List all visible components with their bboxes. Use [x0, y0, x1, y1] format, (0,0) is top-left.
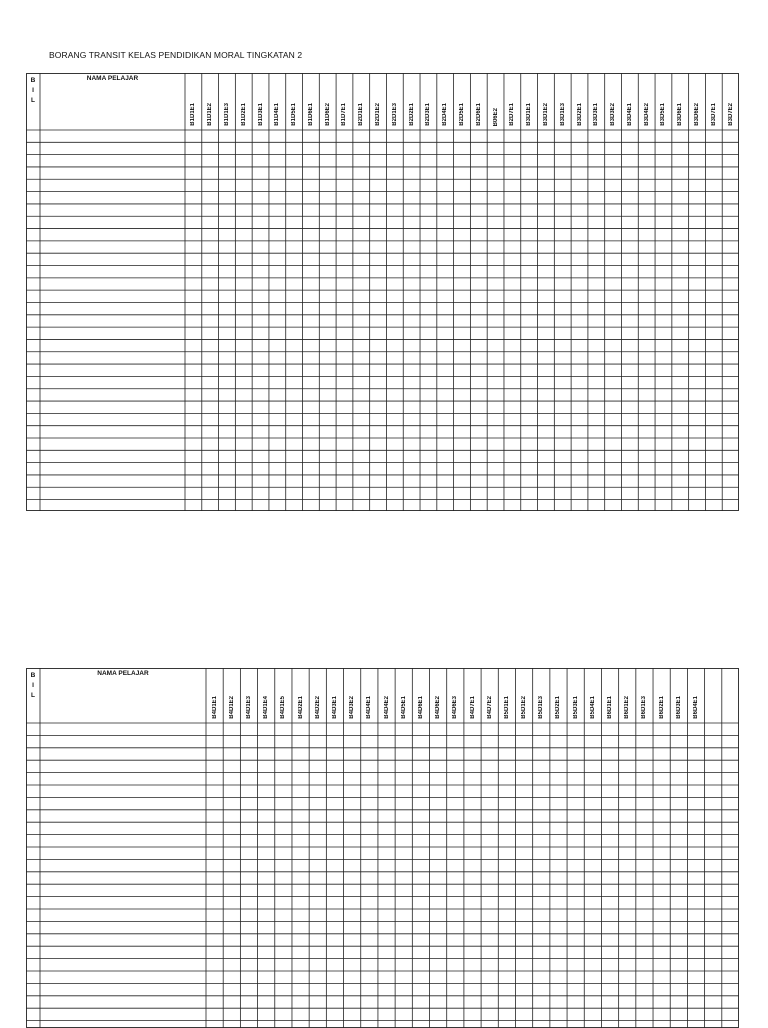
column-code-header [432, 672, 444, 719]
column-code-label: B4D6E2 [435, 696, 442, 719]
column-code-header [690, 672, 702, 719]
column-code-label: B5D1E3 [538, 696, 545, 719]
column-code-label: B1D7E1 [341, 103, 348, 126]
column-code-label: B1D6E2 [324, 103, 331, 126]
column-code-label: B4D1E1 [211, 696, 218, 719]
column-code-label: B6D2E1 [658, 696, 665, 719]
column-code-header [415, 672, 427, 719]
table-border [27, 74, 739, 511]
column-code-label: B4D3E2 [349, 696, 356, 719]
column-code-label: B4D7E1 [469, 696, 476, 719]
column-code-header [329, 672, 341, 719]
column-code-header [288, 77, 300, 126]
column-code-label: B1D1E1 [190, 103, 197, 126]
column-code-header [439, 77, 451, 126]
column-code-label: B5D1E2 [521, 696, 528, 719]
table-border [27, 669, 739, 1028]
column-code-header [209, 672, 221, 719]
bil-header [26, 668, 40, 701]
column-code-label: B2D5E1 [459, 103, 465, 126]
column-code-header [238, 77, 250, 126]
column-code-label: B06E2 [492, 107, 499, 126]
column-code-header [607, 77, 619, 126]
column-code-label: B3D1E3 [559, 103, 566, 126]
bil-letter: I [32, 87, 34, 94]
column-code-header [641, 77, 653, 126]
transit-form-table-1 [26, 73, 739, 511]
column-code-label: B3D7E1 [710, 103, 717, 126]
column-code-label: B2D1E2 [375, 103, 382, 126]
column-code-label: B4D2E2 [314, 696, 321, 719]
column-code-header [673, 672, 685, 719]
column-code-header [523, 77, 535, 126]
column-code-header [657, 77, 669, 126]
column-code-label: B3D6E2 [694, 103, 701, 126]
column-code-label: B1D1E2 [207, 103, 214, 126]
column-code-label: B6D1E1 [607, 696, 614, 719]
column-code-label: B4D2E1 [297, 696, 304, 719]
column-code-header [624, 77, 636, 126]
column-code-header [255, 77, 267, 126]
column-code-header [381, 672, 393, 719]
column-code-header [570, 672, 582, 719]
column-code-header [638, 672, 650, 719]
column-code-header [540, 77, 552, 126]
column-code-header [484, 672, 496, 719]
column-code-label: B2D7E1 [509, 103, 516, 126]
column-code-header [346, 672, 358, 719]
column-code-header [724, 672, 736, 719]
column-code-label: B5D3E1 [572, 696, 579, 719]
column-code-label: B3D2E1 [576, 103, 583, 126]
column-code-header [506, 77, 518, 126]
column-code-header [389, 77, 401, 126]
column-code-label: B6D1E3 [641, 696, 648, 719]
column-code-header [708, 77, 720, 126]
column-code-header [338, 77, 350, 126]
column-code-label: B3D4E2 [643, 103, 650, 126]
column-code-label: B6D4E1 [693, 696, 700, 719]
column-code-header [204, 77, 216, 126]
column-code-header [518, 672, 530, 719]
column-code-label: B4D6E1 [417, 696, 424, 719]
column-code-header [691, 77, 703, 126]
column-code-label: B4D3E1 [331, 696, 338, 719]
column-code-header [312, 672, 324, 719]
column-code-header [363, 672, 375, 719]
table-grid [26, 73, 739, 511]
column-code-label: B4D4E2 [383, 696, 390, 719]
column-code-label: B2D1E1 [358, 103, 365, 126]
column-code-header [473, 77, 485, 126]
column-code-header [226, 672, 238, 719]
column-code-label: B3D5E1 [660, 103, 667, 126]
column-code-label: B5D4E1 [589, 696, 596, 719]
column-code-header [305, 77, 317, 126]
bil-letter: B [30, 77, 36, 84]
column-code-header [355, 77, 367, 126]
column-code-header [501, 672, 513, 719]
column-code-label: B4D1E5 [280, 696, 287, 719]
column-code-label: B1D6E1 [307, 103, 314, 126]
column-code-label: B2D6E1 [475, 103, 482, 126]
column-code-header [535, 672, 547, 719]
column-code-label: B4D4E1 [366, 696, 373, 719]
column-code-label: B3D1E2 [542, 103, 549, 126]
column-code-header [674, 77, 686, 126]
column-code-header [456, 77, 468, 126]
bil-letter: I [32, 682, 34, 689]
column-code-label: B4D1E2 [228, 696, 235, 719]
column-code-label: B1D5E1 [291, 103, 298, 126]
column-code-label: B5D1E1 [503, 696, 510, 719]
column-code-label: B3D4E1 [626, 103, 633, 126]
column-code-label: B6D1E2 [624, 696, 631, 719]
column-code-label: B2D4E1 [442, 103, 449, 126]
column-code-header [604, 672, 616, 719]
column-code-header [490, 77, 502, 126]
column-code-header [656, 672, 668, 719]
column-code-label: B2D1E3 [391, 103, 398, 126]
column-code-label: B4D1E4 [263, 696, 270, 719]
column-code-header [422, 77, 434, 126]
column-code-label: B4D1E3 [245, 696, 252, 719]
column-code-label: B5D2E1 [555, 696, 562, 719]
column-code-header [552, 672, 564, 719]
column-code-header [725, 77, 737, 126]
column-code-header [187, 77, 199, 126]
bil-letter: L [31, 97, 35, 104]
column-code-label: B1D2E1 [240, 103, 247, 126]
column-code-header [295, 672, 307, 719]
transit-form-table-2 [26, 668, 739, 1028]
column-code-label: B3D3E2 [610, 103, 617, 126]
column-code-header [221, 77, 233, 126]
column-code-header [372, 77, 384, 126]
column-code-header [707, 672, 719, 719]
column-code-header [322, 77, 334, 126]
column-code-header [449, 672, 461, 719]
nama-pelajar-header: NAMA PELAJAR [86, 75, 139, 82]
column-code-header [467, 672, 479, 719]
bil-letter: L [31, 692, 35, 699]
column-code-header [621, 672, 633, 719]
column-code-header [260, 672, 272, 719]
column-code-header [398, 672, 410, 719]
column-code-label: B1D4E1 [274, 103, 281, 126]
bil-header [26, 73, 40, 106]
bil-letter: B [30, 672, 36, 679]
column-code-header [277, 672, 289, 719]
column-code-label: B2D3E1 [425, 103, 432, 126]
column-code-label: B6D3E1 [675, 696, 682, 719]
column-code-label: B3D6E1 [677, 103, 684, 126]
column-code-label: B4D7E2 [486, 696, 493, 719]
column-code-header [587, 672, 599, 719]
column-code-label: B2D2E1 [408, 103, 415, 126]
column-code-header [406, 77, 418, 126]
nama-pelajar-header: NAMA PELAJAR [97, 670, 149, 677]
column-code-header [557, 77, 569, 126]
column-code-header [243, 672, 255, 719]
column-code-label: B4D6E3 [452, 696, 459, 719]
column-code-label: B1D3E1 [257, 103, 264, 126]
column-code-label: B3D1E1 [526, 103, 533, 126]
form-title: BORANG TRANSIT KELAS PENDIDIKAN MORAL TINGKATAN 2 [49, 50, 303, 60]
column-code-label: B3D7E2 [727, 103, 734, 126]
column-code-header [574, 77, 586, 126]
column-code-label: B1D1E3 [223, 103, 230, 126]
table-grid [26, 668, 739, 1028]
column-code-header [590, 77, 602, 126]
column-code-header [271, 77, 283, 126]
column-code-label: B3D3E1 [593, 103, 600, 126]
column-code-label: B4D5E1 [400, 696, 407, 719]
